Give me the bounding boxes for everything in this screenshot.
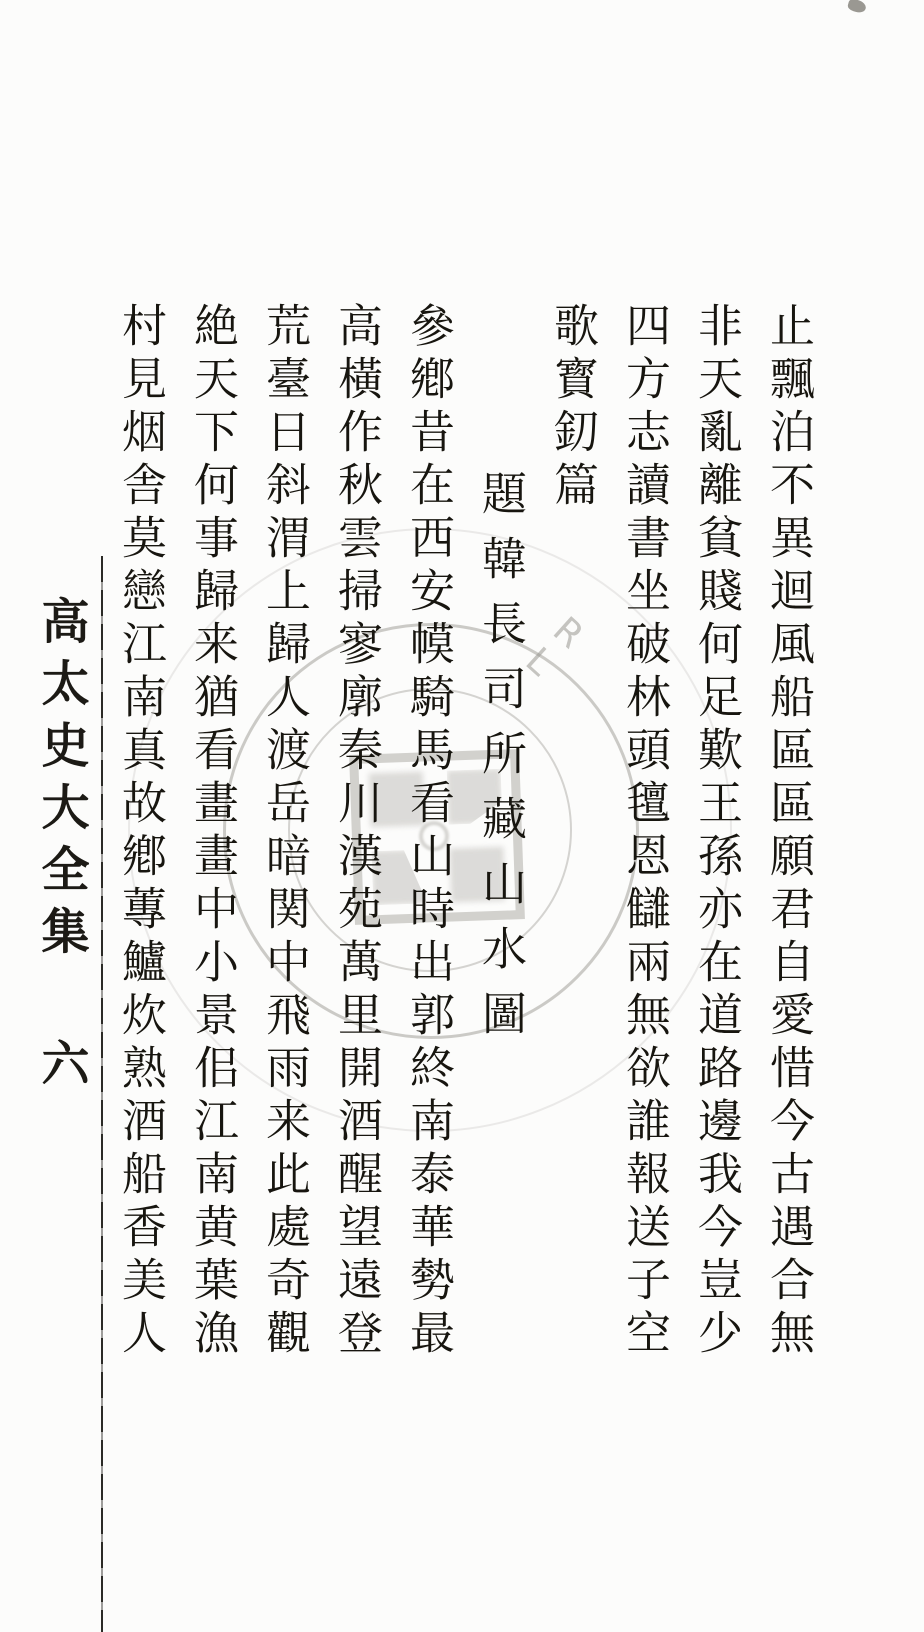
scan-speck: [847, 0, 867, 14]
poem-column: 四方志讀書坐破林頭氊恩讎兩無欲誰報送子空: [618, 302, 671, 1362]
poem-column: 村見烟舎莫戀江南真故鄕蓴鱸炊熟酒船香美人: [114, 302, 167, 1362]
text-block: [104, 302, 824, 1412]
fold-book-title-fragment: 高太史大全集: [33, 596, 89, 968]
poem-column: 歌寳釖篇: [546, 302, 599, 514]
page-number-fragment: 六: [33, 1038, 89, 1086]
poem-column: 非天亂離貧賤何足歎王孫亦在道路邊我今豈少: [690, 302, 743, 1362]
poem-title: 題韓長司所藏山水圖: [474, 470, 527, 1055]
poem-column: 高橫作秋雲掃寥廓秦川漢苑萬里開酒醒望遠登: [330, 302, 383, 1362]
poem-column: 參鄕昔在西安幙騎馬看山時出郭終南泰華勢最: [402, 302, 455, 1362]
poem-column: 止飄泊不異迴風船區區願君自愛惜今古遇合無: [762, 302, 815, 1362]
stamp-ring-letters: R L: [517, 609, 602, 694]
poem-column: 荒臺日斜渭上歸人渡岳暗関中飛雨来此處奇觀: [258, 302, 311, 1362]
poem-column: 絶天下何事歸来猶看畫畫中小景佀江南黄葉漁: [186, 302, 239, 1362]
